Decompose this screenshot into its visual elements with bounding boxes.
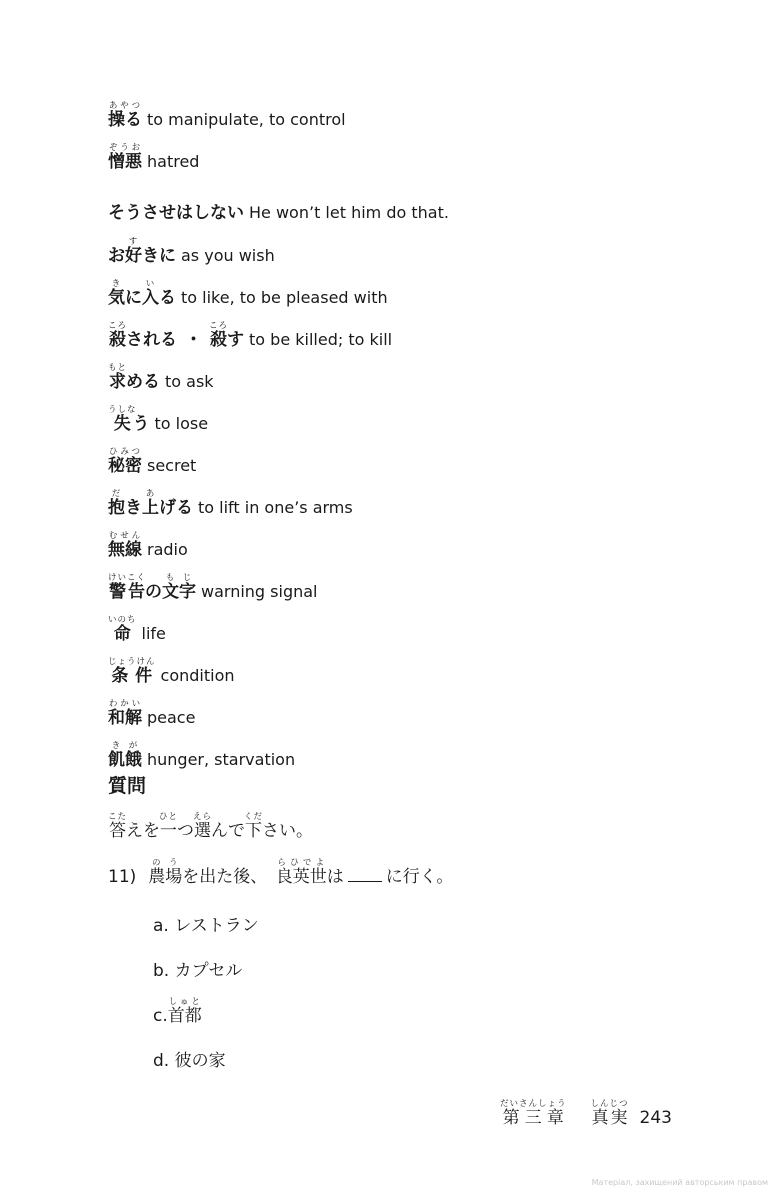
ruby-word: 気き bbox=[108, 279, 125, 308]
vocab-meaning: condition bbox=[160, 666, 235, 685]
text-segment: さい。 bbox=[262, 821, 313, 841]
furigana: けいこく bbox=[108, 573, 147, 583]
vocab-entry bbox=[108, 562, 728, 604]
ruby-word: 下くだ bbox=[244, 812, 264, 841]
text-segment: る bbox=[159, 288, 176, 308]
furigana: むせん bbox=[108, 531, 142, 541]
answer-option bbox=[153, 1034, 259, 1079]
vocab-entry bbox=[108, 268, 728, 310]
vocab-meaning: to like, to be pleased with bbox=[181, 288, 388, 307]
page-footer bbox=[500, 1098, 672, 1138]
furigana: ころ bbox=[209, 321, 229, 331]
furigana: しゅと bbox=[167, 997, 202, 1007]
ruby-word: 飢餓きが bbox=[108, 741, 142, 770]
ruby-word: 良英世らひでよ bbox=[275, 858, 327, 887]
furigana: ひと bbox=[159, 812, 179, 822]
vocabulary-list bbox=[108, 90, 728, 772]
vocab-meaning: secret bbox=[147, 456, 197, 475]
vocab-meaning: to be killed; to kill bbox=[249, 330, 393, 349]
vocab-term bbox=[108, 741, 142, 772]
vocab-term bbox=[108, 447, 142, 478]
text-segment: んで bbox=[211, 821, 245, 841]
text-segment: める bbox=[126, 372, 160, 392]
furigana: えら bbox=[193, 812, 213, 822]
vocab-entry bbox=[108, 310, 728, 352]
text-segment: きに bbox=[142, 246, 176, 266]
furigana: じょうけん bbox=[108, 657, 156, 667]
furigana: もと bbox=[108, 363, 128, 373]
vocab-meaning: as you wish bbox=[181, 246, 275, 265]
ruby-word: 選えら bbox=[193, 812, 213, 841]
ruby-word: 命いのち bbox=[108, 615, 137, 644]
vocab-meaning: warning signal bbox=[201, 582, 318, 601]
vocab-term bbox=[108, 405, 150, 436]
vocab-term bbox=[108, 363, 160, 394]
ruby-word: 和解わかい bbox=[108, 699, 142, 728]
ruby-word: 入い bbox=[142, 279, 159, 308]
furigana: あ bbox=[142, 489, 159, 499]
vocab-meaning: He won’t let him do that. bbox=[249, 203, 449, 222]
vocab-term bbox=[108, 657, 156, 688]
ruby-word: 第三章だいさんしょう bbox=[500, 1099, 567, 1128]
furigana: しんじつ bbox=[590, 1099, 629, 1109]
ruby-word: 憎悪ぞうお bbox=[108, 143, 142, 172]
ruby-word: 答こた bbox=[108, 812, 128, 841]
ruby-word: 警告けいこく bbox=[108, 573, 147, 602]
question-text-after: に行く。 bbox=[385, 867, 454, 887]
vocab-meaning: peace bbox=[147, 708, 196, 727]
copyright-watermark: Матеріал, захищений авторським правом bbox=[591, 1178, 768, 1187]
furigana: いのち bbox=[108, 615, 137, 625]
furigana: い bbox=[142, 279, 159, 289]
furigana: だいさんしょう bbox=[500, 1099, 567, 1109]
text-segment: う bbox=[132, 414, 150, 434]
ruby-word: 無線むせん bbox=[108, 531, 142, 560]
furigana: うしな bbox=[108, 405, 137, 415]
text-segment: される bbox=[126, 330, 177, 350]
question-number: 11) bbox=[108, 867, 137, 887]
answer-blank bbox=[348, 863, 382, 882]
vocab-term bbox=[108, 201, 244, 225]
vocab-term bbox=[108, 615, 137, 646]
vocab-meaning: radio bbox=[147, 540, 188, 559]
text-segment bbox=[259, 867, 276, 887]
instruction-text bbox=[108, 812, 313, 849]
vocab-entry bbox=[108, 225, 728, 268]
text-segment: b. カプセル bbox=[153, 961, 243, 981]
vocab-entry bbox=[108, 90, 728, 132]
answer-option bbox=[153, 989, 259, 1034]
vocab-entry bbox=[108, 394, 728, 436]
furigana: す bbox=[125, 237, 142, 247]
vocab-term bbox=[108, 143, 142, 174]
question-text-before bbox=[148, 858, 344, 887]
answer-option bbox=[153, 944, 259, 989]
text-segment: に bbox=[125, 288, 142, 308]
furigana: あやつ bbox=[108, 101, 142, 111]
text-segment: す bbox=[227, 330, 244, 350]
text-segment: げる bbox=[159, 498, 193, 518]
ruby-word: 好す bbox=[125, 237, 142, 266]
furigana: のう bbox=[148, 858, 183, 868]
text-segment: そうさせはしない bbox=[108, 203, 244, 223]
text-segment: a. レストラン bbox=[153, 916, 259, 936]
vocab-entry bbox=[108, 436, 728, 478]
ruby-word: 操るあやつ bbox=[108, 101, 142, 130]
vocab-term bbox=[108, 699, 142, 730]
answer-options bbox=[153, 904, 259, 1079]
ruby-word: 真実しんじつ bbox=[590, 1099, 629, 1128]
furigana: くだ bbox=[244, 812, 264, 822]
text-segment: お bbox=[108, 246, 125, 266]
furigana: きが bbox=[108, 741, 142, 751]
ruby-word: 一ひと bbox=[159, 812, 179, 841]
vocab-term bbox=[108, 573, 196, 604]
vocab-term bbox=[108, 531, 142, 562]
furigana: らひでよ bbox=[275, 858, 327, 868]
vocab-meaning: hatred bbox=[147, 152, 200, 171]
ruby-word: 条件じょうけん bbox=[108, 657, 156, 686]
vocab-entry bbox=[108, 604, 728, 646]
vocab-meaning: to ask bbox=[165, 372, 214, 391]
text-segment: c. bbox=[153, 1006, 168, 1026]
text-segment: は bbox=[326, 867, 344, 887]
vocab-entry bbox=[108, 520, 728, 562]
vocab-meaning: to manipulate, to control bbox=[147, 110, 346, 129]
ruby-word: 殺ころ bbox=[209, 321, 229, 350]
vocab-entry bbox=[108, 174, 728, 225]
vocab-entry bbox=[108, 688, 728, 730]
furigana: わかい bbox=[108, 699, 142, 709]
vocab-entry bbox=[108, 646, 728, 688]
ruby-word: 首都しゅと bbox=[167, 997, 202, 1026]
furigana: ぞうお bbox=[108, 143, 142, 153]
furigana: き bbox=[108, 279, 125, 289]
vocab-meaning: to lose bbox=[154, 414, 209, 433]
ruby-word: 秘密ひみつ bbox=[108, 447, 142, 476]
vocab-entry bbox=[108, 730, 728, 772]
vocab-term bbox=[108, 321, 244, 352]
ruby-word: 抱だ bbox=[108, 489, 125, 518]
furigana: だ bbox=[108, 489, 125, 499]
vocab-meaning: hunger, starvation bbox=[147, 750, 296, 769]
ruby-word: 文字もじ bbox=[162, 573, 197, 602]
text-segment: を出た後、 bbox=[182, 867, 259, 887]
vocab-term bbox=[108, 279, 176, 310]
text-segment: えを bbox=[126, 821, 160, 841]
text-segment: つ bbox=[177, 821, 194, 841]
furigana: こた bbox=[108, 812, 128, 822]
ruby-word: 殺ころ bbox=[108, 321, 128, 350]
text-segment: d. 彼の家 bbox=[153, 1051, 226, 1071]
page-number: 243 bbox=[639, 1108, 672, 1128]
vocab-entry bbox=[108, 478, 728, 520]
answer-option bbox=[153, 904, 259, 944]
ruby-word: 農場のう bbox=[148, 858, 183, 887]
furigana: ころ bbox=[108, 321, 128, 331]
vocab-term bbox=[108, 101, 142, 132]
separator-dot: ・ bbox=[185, 330, 202, 350]
question-11 bbox=[108, 858, 453, 895]
section-title: 質問 bbox=[108, 775, 147, 797]
furigana: もじ bbox=[162, 573, 196, 583]
vocab-meaning: life bbox=[141, 624, 166, 643]
chapter-title bbox=[590, 1099, 629, 1128]
vocab-meaning: to lift in one’s arms bbox=[198, 498, 353, 517]
vocab-entry bbox=[108, 132, 728, 174]
text-segment: き bbox=[125, 498, 142, 518]
ruby-word: 上あ bbox=[142, 489, 159, 518]
vocab-entry bbox=[108, 352, 728, 394]
vocab-term bbox=[108, 237, 176, 268]
vocab-term bbox=[108, 489, 193, 520]
ruby-word: 失うしな bbox=[108, 405, 137, 434]
ruby-word: 求もと bbox=[108, 363, 128, 392]
furigana: ひみつ bbox=[108, 447, 142, 457]
text-segment: の bbox=[145, 582, 163, 602]
chapter-label bbox=[500, 1099, 567, 1128]
